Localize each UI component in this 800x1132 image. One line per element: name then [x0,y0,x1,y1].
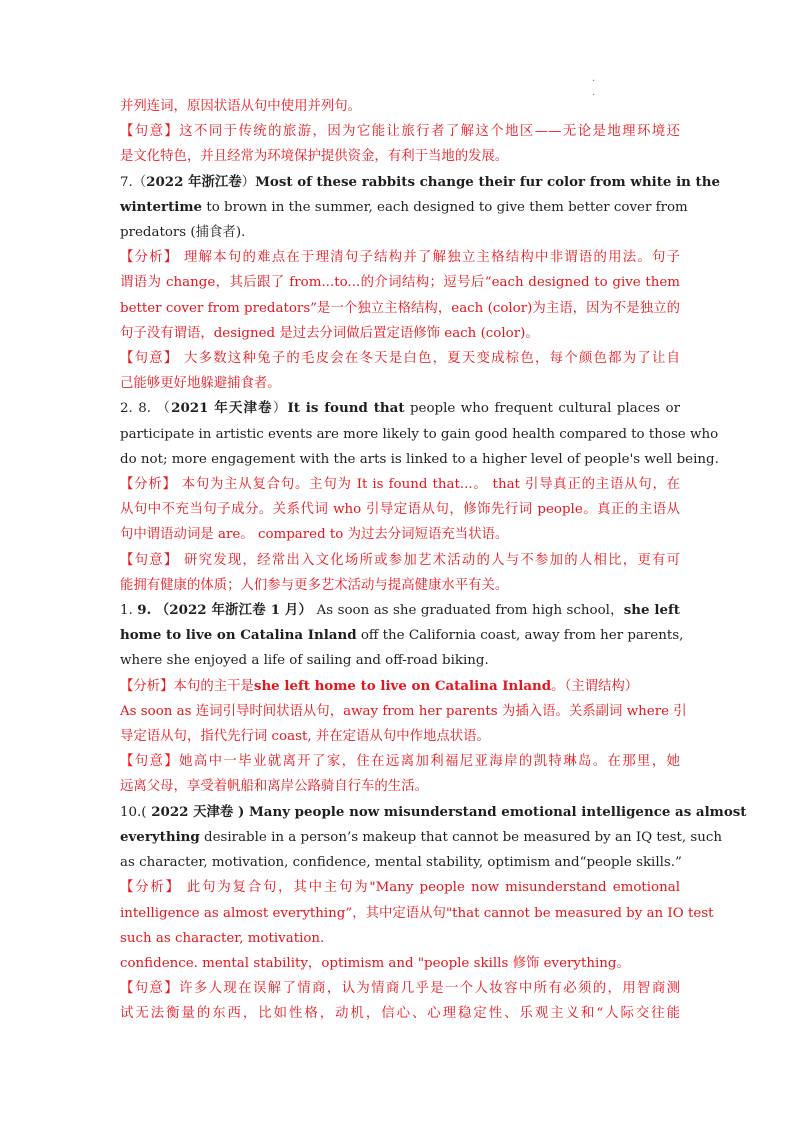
text-line [120,195,688,220]
text-run: 能拥有健康的体质；人们参与更多艺术活动与提高健康水平有关。 [120,577,509,593]
text-run: people who frequent cultural places or [404,401,680,417]
text-line [120,648,680,673]
text-line [120,346,680,371]
text-run: where she enjoyed a life of sailing and off-road biking. [120,653,489,669]
bold-text: 9. [137,602,152,619]
text-run: 7.（ [120,174,147,190]
bold-text: everything [120,828,200,845]
text-line [120,144,680,169]
text-line [120,598,680,623]
text-run: predators (捕食者). [120,225,246,241]
text-run: ） [241,174,256,190]
text-run: 【分析】 本句为主从复合句。主句为 It is found that...。 that 引导真正的主语从句，在 [120,477,680,493]
text-line [120,674,680,699]
text-line [120,774,680,799]
text-run: As soon as 连词引导时间状语从句，away from her parents 为插入语。关系副词 where 引 [120,703,687,719]
text-run: 并列连词，原因状语从句中使用并列句。 [120,99,362,114]
bold-text: 2021 年天津卷 [171,400,273,417]
text-run: 是文化特色，并且经常为环境保护提供资金，有利于当地的发展。 [120,149,509,165]
text-run: intelligence as almost everything”，其中定语从句"that cannot be measured by an IO test [120,905,714,921]
bold-text: wintertime [120,198,203,215]
text-line [120,220,680,245]
bold-text: 2022 天津卷 ) Many people now misunderstand emotional intelligence as almost [146,803,747,820]
text-run: desirable in a person’s makeup that cannot be measured by an IQ test, such [199,829,723,845]
text-line [120,447,719,472]
text-line [120,522,680,547]
text-run: 【句意】 大多数这种兔子的毛皮会在冬天是白色，夏天变成棕色，每个颜色都为了让自 [120,351,680,367]
text-line [120,926,680,951]
text-run: 2. 8. （ [120,401,172,417]
text-run: 【句意】许多人现在误解了情商，认为情商几乎是一个人妆容中所有必须的，用智商测 [120,981,680,997]
text-run: off the California coast, away from her parents, [356,628,684,644]
text-run: 从句中不充当句子成分。关系代词 who 引导定语从句，修饰先行词 people。真正的主语从 [120,502,680,518]
text-run: do not; more engagement with the arts is linked to a higher level of people's well being. [120,451,719,467]
text-line [120,901,714,926]
text-run: 【句意】她高中一毕业就离开了家，住在远离加利福尼亚海岸的凯特琳岛。在那里，她 [120,754,680,770]
text-run: 导定语从句，指代先行词 coast, 并在定语从句中作地点状语。 [120,729,490,745]
text-line [120,296,680,321]
text-run: 1. [120,603,138,619]
bold-text: home to live on Catalina Inland [120,627,357,644]
bold-text: （2022 年浙江卷 1 月） [155,602,313,619]
bold-text: Most of these rabbits change their fur color from white in the [255,173,720,190]
text-run: 句子没有谓语，designed 是过去分词做后置定语修饰 each (color)。 [120,325,539,341]
header-dots: . . [592,73,596,98]
text-line [120,749,680,774]
bold-text: she left [623,602,680,619]
text-run: 远离父母，享受着帆船和离岸公路骑自行车的生活。 [120,779,428,795]
text-run: such as character, motivation. [120,930,325,946]
text-line [120,724,680,749]
text-line [120,875,680,900]
text-run: 【句意】 研究发现，经常出入文化场所或参加艺术活动的人与不参加的人相比，更有可 [120,552,680,568]
text-line [120,951,680,976]
text-line [120,976,680,1001]
text-line [120,371,680,396]
text-line [120,1001,680,1026]
text-run: 【分析】 此句为复合句，其中主句为"Many people now misunderstand emotional [120,880,680,896]
text-run: as character, motivation, confidence, mental stability, optimism and“people skills.” [120,855,682,871]
text-run: ） [272,401,288,417]
text-line [120,170,720,195]
text-run: participate in artistic events are more likely to gain good health compared to those who [120,426,719,442]
text-line [120,548,680,573]
text-line [120,94,680,119]
text-run: 【分析】本句的主干是 [120,678,254,694]
text-line [120,270,680,295]
bold-text: 2022 年浙江卷 [146,173,242,190]
text-line [120,321,680,346]
text-run: 试无法衡量的东西，比如性格，动机，信心、心理稳定性、乐观主义和“人际交往能 [120,1006,680,1022]
text-line [120,396,680,421]
bold-text: It is found that [287,400,405,417]
text-run: As soon as she graduated from high school， [312,603,624,619]
text-line [120,623,684,648]
text-line [120,119,680,144]
text-run: 【句意】这不同于传统的旅游，因为它能让旅行者了解这个地区——无论是地理环境还 [120,124,680,140]
text-run: 句中谓语动词是 are。 compared to 为过去分词短语充当状语。 [120,527,509,543]
text-run: better cover from predators”是一个独立主格结构，each (color)为主语，因为不是独立的 [120,300,680,316]
text-line [120,497,680,522]
text-line [120,699,687,724]
text-line [120,422,719,447]
text-run: 己能够更好地躲避捕食者。 [120,376,281,392]
text-run: 。（主谓结构） [551,678,639,694]
text-line [120,573,680,598]
text-line [120,245,680,270]
text-line [120,472,680,497]
text-line [120,800,747,825]
bold-text: she left home to live on Catalina Inland [253,677,552,694]
text-run: 谓语为 change，其后跟了 from...to...的介词结构；逗号后“each designed to give them [120,275,680,291]
text-line [120,850,680,875]
document-body [120,94,747,1027]
text-run: confidence. mental stability，optimism and "people skills 修饰 everything。 [120,955,630,971]
text-run: to brown in the summer, each designed to give them better cover from [202,199,688,215]
text-run: 【分析】 理解本句的难点在于理清句子结构并了解独立主格结构中非谓语的用法。句子 [120,250,680,266]
text-line [120,825,723,850]
text-run: 10.( [120,804,147,820]
